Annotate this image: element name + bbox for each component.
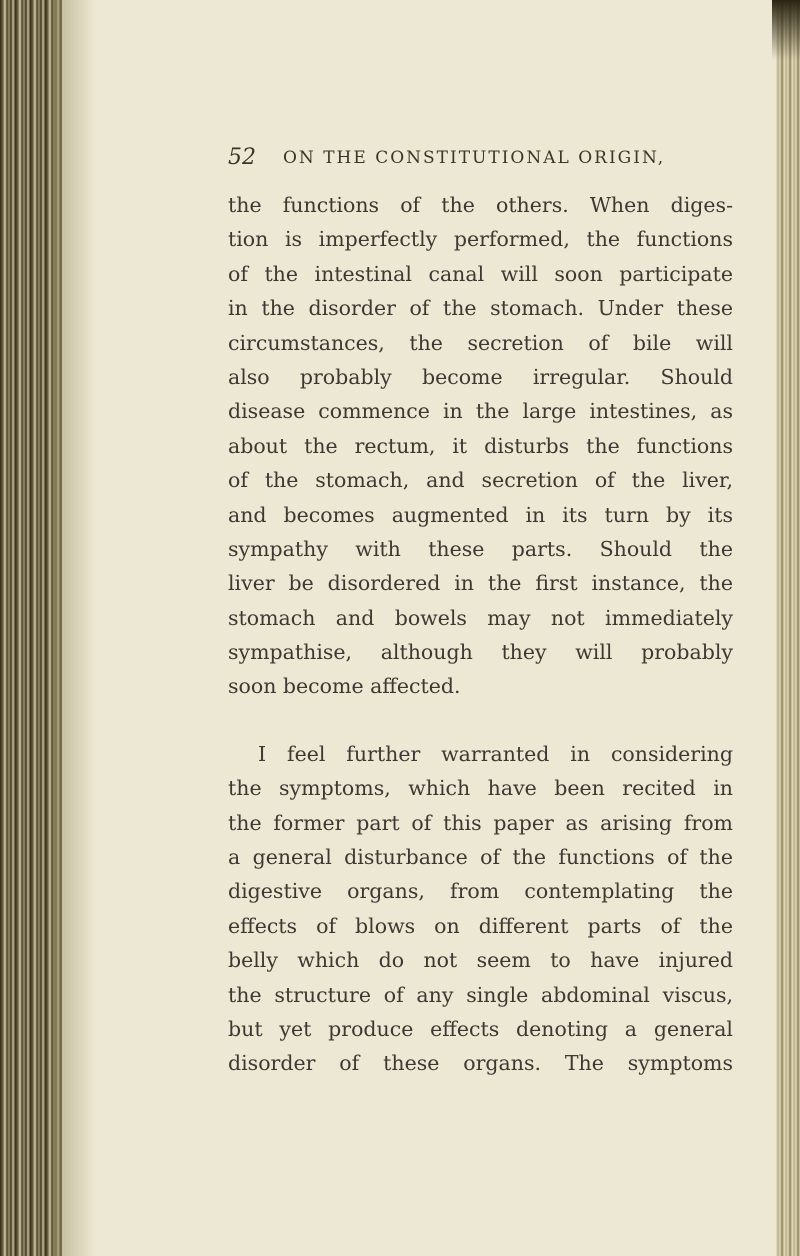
paragraph-gap xyxy=(228,704,733,737)
text-line: sympathise, although they will probably xyxy=(228,640,733,665)
text-line: the functions of the others. When diges- xyxy=(228,193,733,217)
text-line: effects of blows on different parts of the xyxy=(228,913,733,938)
text-line: disease commence in the large intestines, as xyxy=(228,399,733,424)
page-gutter xyxy=(0,0,62,1256)
text-line: circumstances, the secretion of bile will xyxy=(228,330,733,355)
running-head: ON THE CONSTITUTIONAL ORIGIN, xyxy=(283,148,666,168)
text-line: about the rectum, it disturbs the functions xyxy=(228,433,733,458)
page-number: 52 xyxy=(228,145,256,170)
text-line: of the intestinal canal will soon participate xyxy=(228,261,733,286)
body-text xyxy=(228,188,733,1081)
text-line: of the stomach, and secretion of the liver, xyxy=(228,468,733,493)
text-line: I feel further warranted in considering xyxy=(258,741,733,766)
text-line: belly which do not seem to have injured xyxy=(228,948,733,973)
text-line: the structure of any single abdominal viscus, xyxy=(228,982,733,1007)
text-line: the former part of this paper as arising from xyxy=(228,810,733,835)
text-line: soon become affected. xyxy=(228,674,461,699)
text-line: tion is imperfectly performed, the functions xyxy=(228,227,733,252)
text-line: sympathy with these parts. Should the xyxy=(228,536,733,561)
page-fore-edge xyxy=(776,0,800,1256)
text-line: stomach and bowels may not immediately xyxy=(228,605,733,630)
text-line: but yet produce effects denoting a general xyxy=(228,1016,733,1041)
paragraph xyxy=(228,188,733,704)
paragraph xyxy=(228,737,733,1081)
text-line: in the disorder of the stomach. Under these xyxy=(228,296,733,321)
text-line: also probably become irregular. Should xyxy=(228,364,733,389)
text-line: digestive organs, from contemplating the xyxy=(228,879,733,904)
gutter-shadow xyxy=(55,0,95,1256)
text-line: liver be disordered in the first instance, the xyxy=(228,571,733,596)
text-line: a general disturbance of the functions of the xyxy=(228,845,733,870)
text-line: and becomes augmented in its turn by its xyxy=(228,502,733,527)
text-line: the symptoms, which have been recited in xyxy=(228,776,733,801)
fore-edge-shadow xyxy=(772,0,800,60)
page-header xyxy=(228,145,748,185)
text-line: disorder of these organs. The symptoms xyxy=(228,1051,733,1076)
